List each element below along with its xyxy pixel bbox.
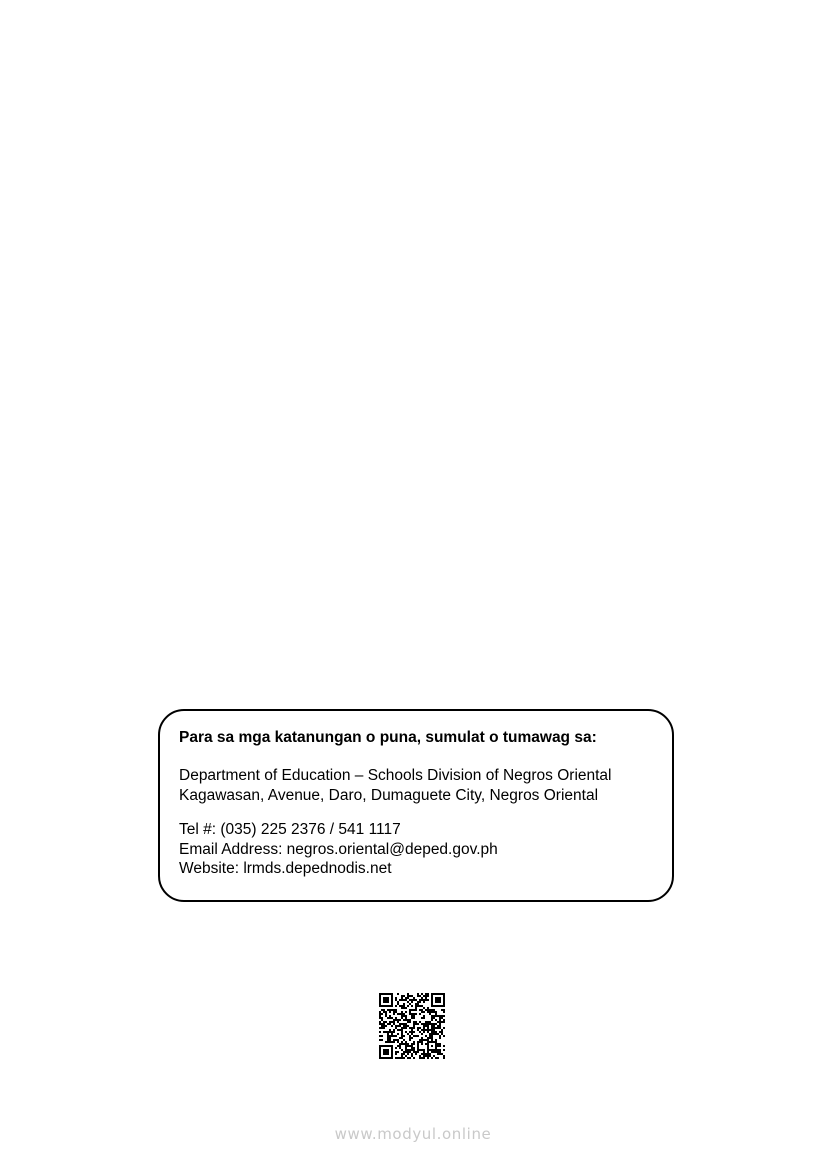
watermark-text: www.modyul.online xyxy=(334,1125,492,1143)
contact-details-block xyxy=(179,820,672,879)
address-line-location: Kagawasan, Avenue, Daro, Dumaguete City, Negros Oriental xyxy=(179,786,599,804)
email-line: Email Address: negros.oriental@deped.gov.ph xyxy=(179,840,498,858)
address-line-department: Department of Education – Schools Division of Negros Oriental xyxy=(179,767,612,784)
website-line: Website: lrmds.depednodis.net xyxy=(179,860,392,877)
address-block xyxy=(179,766,672,805)
telephone-line: Tel #: (035) 225 2376 / 541 1117 xyxy=(179,821,401,838)
contact-heading: Para sa mga katanungan o puna, sumulat o tumawag sa: xyxy=(179,729,597,746)
contact-info-box xyxy=(158,709,674,902)
qr-code-graphic xyxy=(379,993,445,1059)
qr-code-icon xyxy=(379,993,445,1059)
